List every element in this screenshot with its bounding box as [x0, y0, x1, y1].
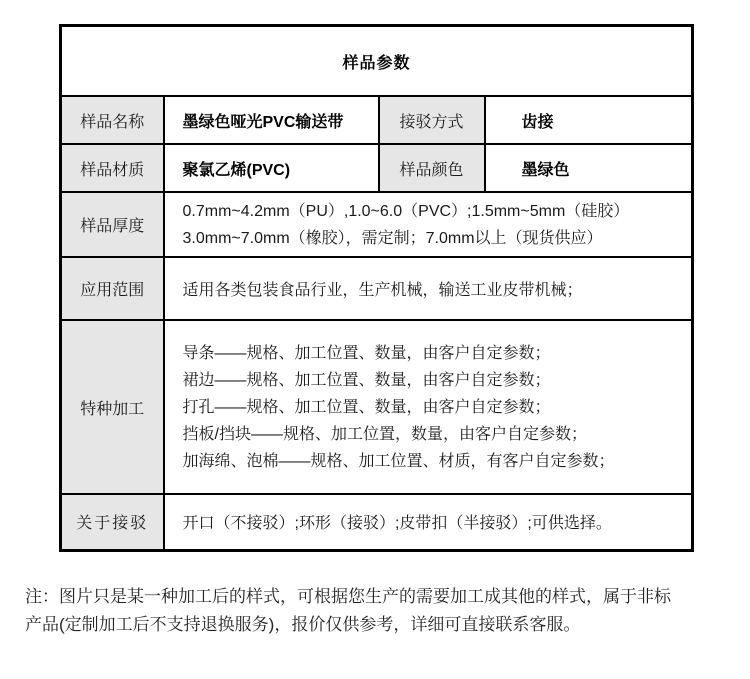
table-row [61, 320, 693, 494]
special-processing-line: 加海绵、泡棉——规格、加工位置、材质，有客户自定参数； [182, 452, 615, 470]
label-sample-material: 样品材质 [61, 144, 164, 192]
value-sample-material: 聚氯乙烯(PVC) [164, 144, 379, 192]
table-row [61, 494, 693, 550]
value-application-range: 适用各类包装食品行业，生产机械，输送工业皮带机械； [164, 257, 693, 320]
footnote-line: 注：图片只是某一种加工后的样式，可根据您生产的需要加工成其他的样式，属于非标 [25, 587, 671, 606]
value-connection: 开口（不接驳）;环形（接驳）;皮带扣（半接驳）;可供选择。 [164, 494, 693, 550]
special-processing-line: 裙边——规格、加工位置、数量，由客户自定参数； [182, 371, 551, 389]
thickness-line: 0.7mm~4.2mm（PU）,1.0~6.0（PVC）;1.5mm~5mm（硅胶） [182, 202, 630, 220]
value-sample-color: 墨绿色 [485, 144, 693, 192]
table-title: 样品参数 [61, 26, 693, 97]
table-title-row [61, 26, 693, 97]
label-sample-name: 样品名称 [61, 96, 164, 144]
table-row [61, 192, 693, 257]
special-processing-line: 导条——规格、加工位置、数量，由客户自定参数； [182, 344, 551, 362]
value-sample-name: 墨绿色哑光PVC输送带 [164, 96, 379, 144]
special-processing-line: 挡板/挡块——规格、加工位置，数量，由客户自定参数； [182, 425, 587, 443]
label-application-range: 应用范围 [61, 257, 164, 320]
table-row [61, 257, 693, 320]
label-sample-thickness: 样品厚度 [61, 192, 164, 257]
label-joint-method: 接驳方式 [379, 96, 485, 144]
label-sample-color: 样品颜色 [379, 144, 485, 192]
footnote-line: 产品(定制加工后不支持退换服务)，报价仅供参考，详细可直接联系客服。 [25, 615, 581, 634]
label-special-processing: 特种加工 [61, 320, 164, 494]
special-processing-line: 打孔——规格、加工位置、数量，由客户自定参数； [182, 398, 551, 416]
table-row [61, 96, 693, 144]
sample-parameters-table [59, 24, 694, 552]
label-connection: 关于接驳 [61, 494, 164, 550]
value-joint-method: 齿接 [485, 96, 693, 144]
footnote [25, 583, 735, 639]
value-sample-thickness [164, 192, 693, 257]
value-special-processing [164, 320, 693, 494]
table-row [61, 144, 693, 192]
thickness-line: 3.0mm~7.0mm（橡胶），需定制；7.0mm以上（现货供应） [182, 229, 603, 247]
